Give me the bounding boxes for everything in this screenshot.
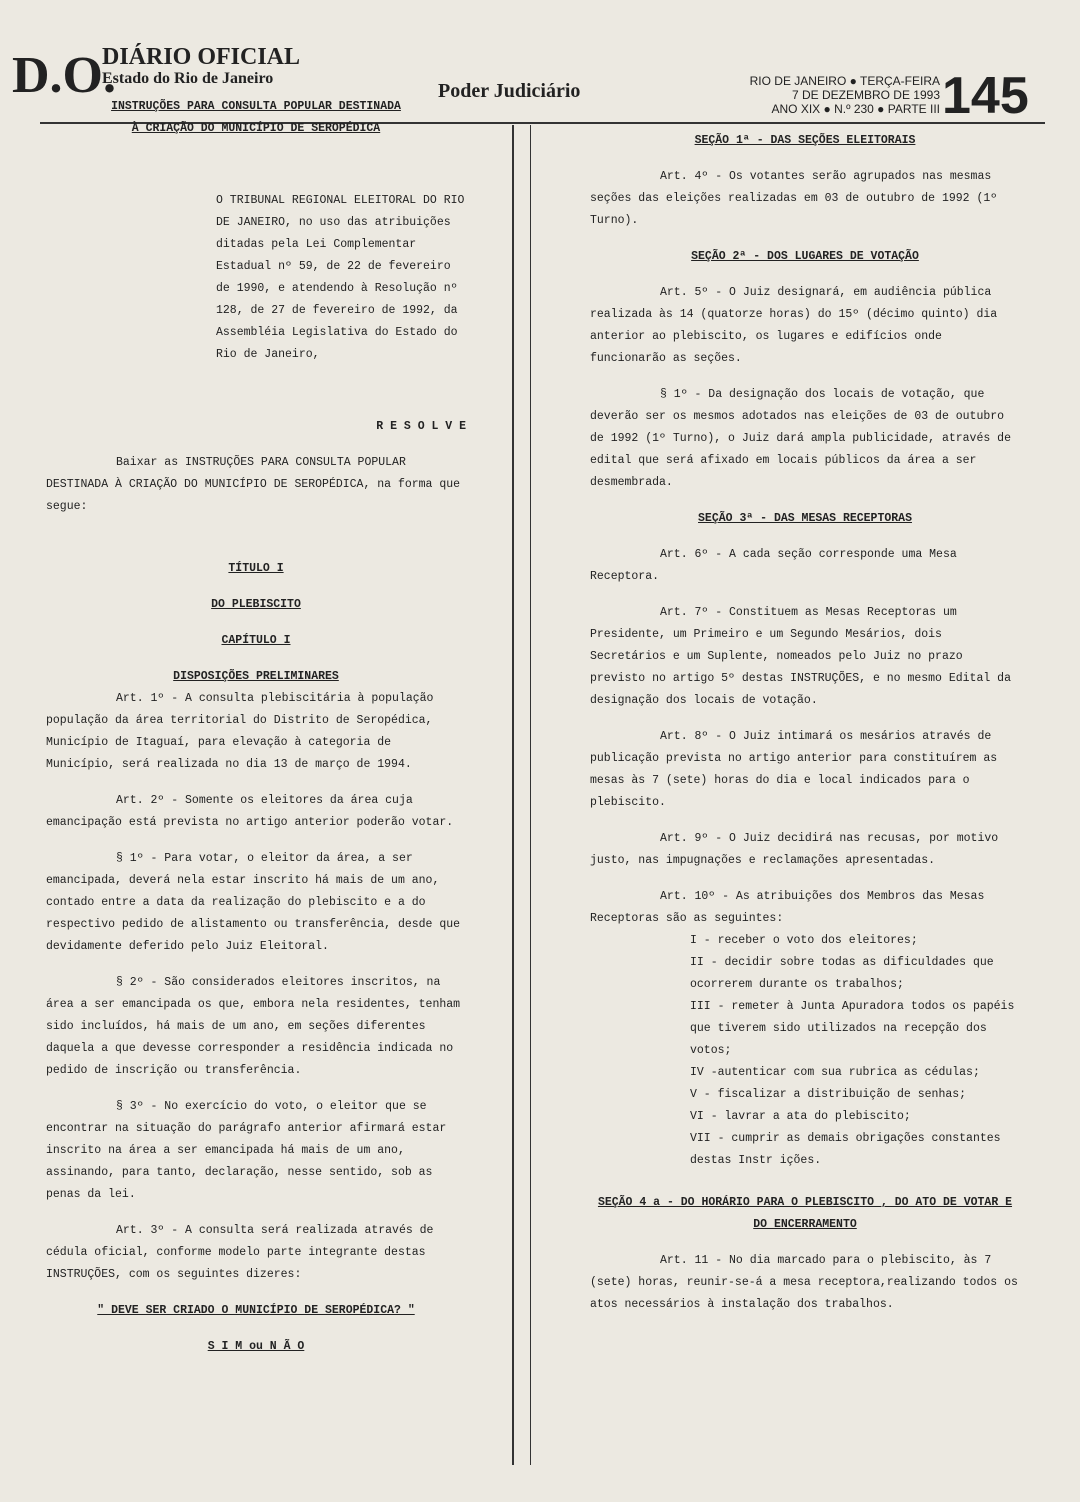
masthead-title: DIÁRIO OFICIAL (102, 44, 301, 70)
left-column: INSTRUÇÕES PARA CONSULTA POPULAR DESTINADA À CRIAÇÃO DO MUNICÍPIO DE SEROPÉDICA O TRIBUNAL REGIONAL ELEITORAL DO RIO DE JANEIRO, no uso das atribuições ditadas pela Lei Complementar Estadual nº 59, de 22 de fevereiro de 1990, e atendendo à Resolução nº 128, de 27 de fevereiro de 1992, da Assembléia Legislativa do Estado do Rio de Janeiro, R E S O L V E Baixar as INSTRUÇÕES PARA CONSULTA POPULAR DESTINADA À CRIAÇÃO DO MUNICÍPIO DE SEROPÉDICA, na forma que segue: TÍTULO I DO PLEBISCITO CAPÍTULO I DISPOSIÇÕES PRELIMINARES Art. 1º - A consulta plebiscitária à população população da área territorial do Distrito de Seropédica, Município de Itaguaí, para elevação à categoria de Município, será realizada no dia 13 de março de 1994. Art. 2º - Somente os eleitores da área cuja emancipação está prevista no artigo anterior poderão votar. § 1º - Para votar, o eleitor da área, a ser emancipada, deverá nela estar inscrito há mais de um ano, contado entre a data da realização do plebiscito e a do respectivo pedido de alistamento ou transferência, desde que devidamente deferido pelo Juiz Eleitoral. § 2º - São considerados eleitores inscritos, na área a ser emancipada os que, embora nela residentes, tenham sido incluídos, há mais de um ano, em seções diferentes daquela a que devesse corresponder a residência indicada no pedido de inscrição ou transferência. § 3º - No exercício do voto, o eleitor que se encontrar na situação do parágrafo anterior afirmará estar inscrito na área a ser emancipada há mais de um ano, assinando, para tanto, declaração, nesse sentido, sob as penas da lei. Art. 3º - A consulta será realizada através de cédula oficial, conforme modelo parte integrante destas INSTRUÇÕES, com os seguintes dizeres: " DEVE SER CRIADO O MUNICÍPIO DE SEROPÉDICA? " S I M ou N Ã O (46, 100, 466, 1353)
issue-meta: RIO DE JANEIRO ● TERÇA-FEIRA 7 DE DEZEMBRO DE 1993 ANO XIX ● N.º 230 ● PARTE III (749, 74, 940, 116)
page-number: 145 (942, 67, 1029, 125)
masthead-subtitle: Estado do Rio de Janeiro (102, 70, 274, 87)
column-divider-2 (530, 125, 531, 1465)
column-divider (512, 125, 514, 1465)
logo: D.O. (12, 47, 116, 104)
right-column: SEÇÃO 1ª - DAS SEÇÕES ELEITORAIS Art. 4º - Os votantes serão agrupados nas mesmas seções das eleições realizadas em 03 de outubro de 1992 (1º Turno). SEÇÃO 2ª - DOS LUGARES DE VOTAÇÃO Art. 5º - O Juiz designará, em audiência pública realizada às 14 (quatorze horas) do 15º (décimo quinto) dia anterior ao plebiscito, os lugares e edifícios onde funcionarão as seções. § 1º - Da designação dos locais de votação, que deverão ser os mesmos adotados nas eleições de 03 de outubro de 1992 (1º Turno), o Juiz dará ampla publicidade, através de edital que será afixado em locais públicos da área a ser desmembrada. SEÇÃO 3ª - DAS MESAS RECEPTORAS Art. 6º - A cada seção corresponde uma Mesa Receptora. Art. 7º - Constituem as Mesas Receptoras um Presidente, um Primeiro e um Segundo Mesários, dois Secretários e um Suplente, nomeados pelo Juiz no prazo previsto no artigo 5º destas INSTRUÇÕES, e no mesmo Edital da designação dos locais de votação. Art. 8º - O Juiz intimará os mesários através de publicação prevista no artigo anterior para constituírem as mesas às 7 (sete) horas do dia e local indicados para o plebiscito. Art. 9º - O Juiz decidirá nas recusas, por motivo justo, nas impugnações e reclamações apresentadas. Art. 10º - As atribuições dos Membros das Mesas Receptoras são as seguintes: I - receber o voto dos eleitores; II - decidir sobre todas as dificuldades que ocorrerem durante os trabalhos; III - remeter à Junta Apuradora todos os papéis que tiverem sido utilizados na recepção dos votos; IV -autenticar com sua rubrica as cédulas; V - fiscalizar a distribuição de senhas; VI - lavrar a ata do plebiscito; VII - cumprir as demais obrigações constantes destas Instr ições. SEÇÃO 4 a - DO HORÁRIO PARA O PLEBISCITO , DO ATO DE VOTAR E DO ENCERRAMENTO Art. 11 - No dia marcado para o plebiscito, às 7 (sete) horas, reunir-se-á a mesa receptora,realizando todos os atos necessários à instalação dos trabalhos. (590, 134, 1018, 1311)
section-name: Poder Judiciário (438, 80, 581, 102)
